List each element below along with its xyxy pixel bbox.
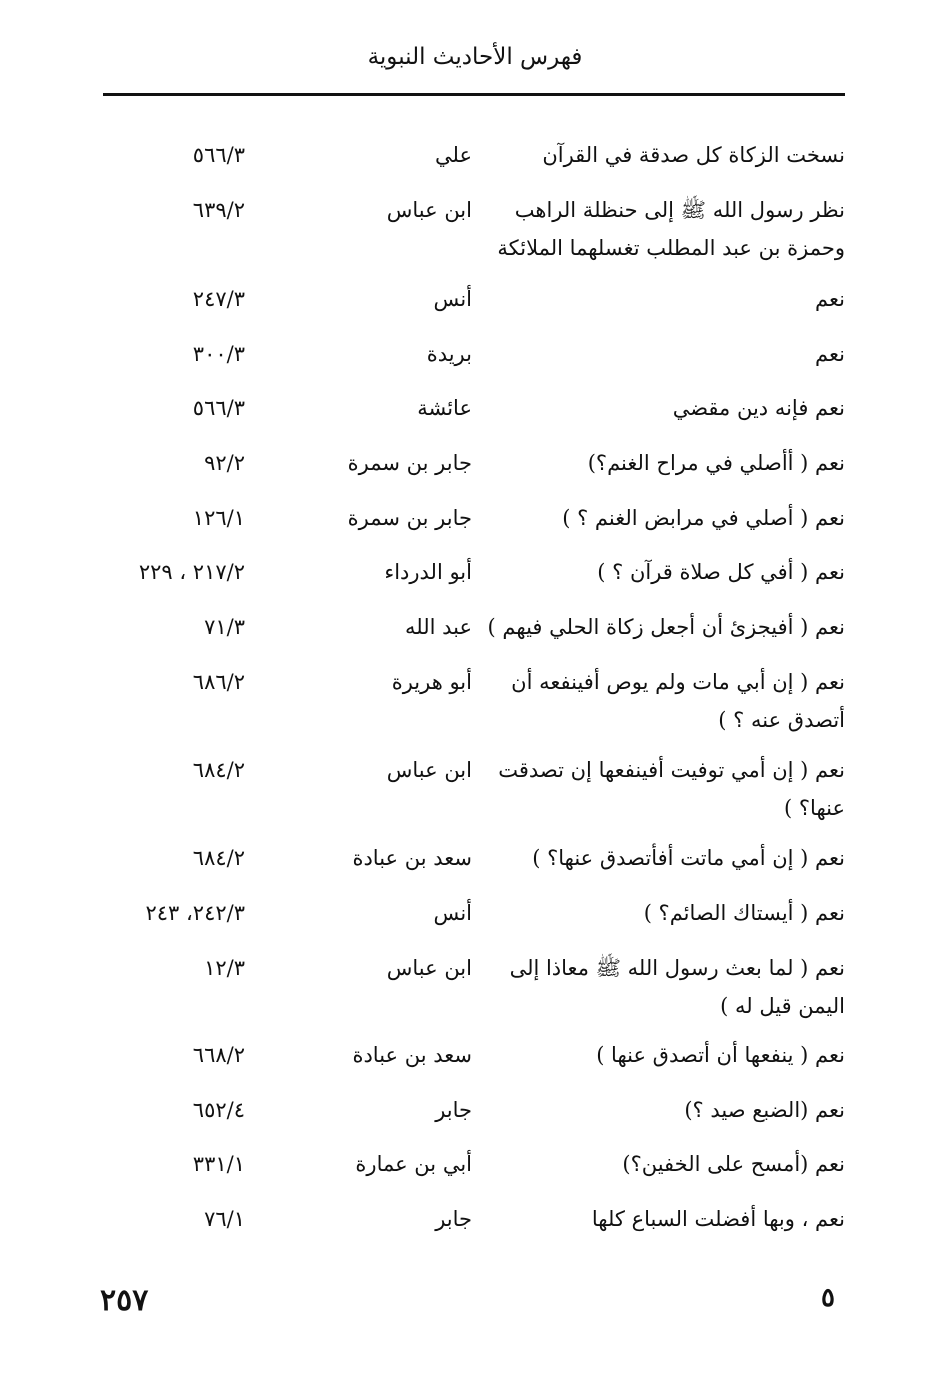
narrator-name: عبد الله (404, 615, 472, 639)
volume-page-ref: ٧١/٣ (204, 615, 245, 639)
hadith-text: نعم (815, 342, 845, 366)
hadith-text: نعم ، وبها أفضلت السباع كلها (591, 1207, 845, 1231)
hadith-text: نعم (أمسح على الخفين؟) (622, 1152, 845, 1176)
narrator-name: جابر بن سمرة (347, 451, 472, 475)
volume-page-ref: ٦٨٦/٢ (192, 670, 245, 694)
narrator-name: ابن عباس (386, 956, 472, 980)
hadith-text: نظر رسول الله ﷺ إلى حنظلة الراهب وحمزة بن عبد المطلب تغسلهما الملائكة (497, 198, 845, 260)
hadith-text: نعم ( أصلي في مرابض الغنم ؟ ) (562, 506, 845, 530)
narrator-name: سعد بن عبادة (352, 1043, 472, 1067)
narrator-name: أبو هريرة (391, 670, 472, 694)
volume-page-ref: ٣٣١/١ (192, 1152, 245, 1176)
volume-page-ref: ٩٢/٢ (204, 451, 245, 475)
narrator-name: ابن عباس (386, 758, 472, 782)
hadith-text: نعم (الضبع صيد ؟) (684, 1098, 845, 1122)
volume-page-ref: ١٢/٣ (204, 956, 245, 980)
page-number: ٢٥٧ (100, 1283, 149, 1318)
narrator-name: جابر بن سمرة (347, 506, 472, 530)
signature-mark: ٥ (821, 1283, 835, 1313)
volume-page-ref: ٦٨٤/٢ (192, 758, 245, 782)
volume-page-ref: ٢١٧/٢ ، ٢٢٩ (138, 560, 245, 584)
narrator-name: أنس (433, 287, 472, 311)
volume-page-ref: ٣٠٠/٣ (192, 342, 245, 366)
volume-page-ref: ٥٦٦/٣ (192, 396, 245, 420)
hadith-text: نعم ( إن أمي ماتت أفأتصدق عنها؟ ) (532, 846, 845, 870)
volume-page-ref: ٦٣٩/٢ (192, 198, 245, 222)
hadith-text: نعم ( إن أبي مات ولم يوص أفينفعه أن أتصدق عنه ؟ ) (511, 670, 845, 732)
narrator-name: أبي بن عمارة (355, 1152, 472, 1176)
volume-page-ref: ٢٤٧/٣ (192, 287, 245, 311)
narrator-name: بريدة (426, 342, 472, 366)
hadith-text: نعم ( أيستاك الصائم؟ ) (643, 901, 845, 925)
volume-page-ref: ٦٦٨/٢ (192, 1043, 245, 1067)
narrator-name: علي (435, 143, 472, 167)
hadith-text: نعم (815, 287, 845, 311)
narrator-name: أبو الدرداء (384, 560, 472, 584)
narrator-name: ابن عباس (386, 198, 472, 222)
hadith-text: نسخت الزكاة كل صدقة في القرآن (542, 143, 845, 167)
hadith-text: نعم فإنه دين مقضي (672, 396, 845, 420)
narrator-name: جابر (435, 1098, 472, 1122)
narrator-name: عائشة (417, 396, 472, 420)
hadith-text: نعم ( إن أمي توفيت أفينفعها إن تصدقت عنها؟ ) (498, 758, 845, 820)
volume-page-ref: ٦٥٢/٤ (192, 1098, 245, 1122)
hadith-text: نعم ( أأصلي في مراح الغنم؟) (587, 451, 845, 475)
header-divider (103, 93, 845, 96)
hadith-text: نعم ( أفيجزئ أن أجعل زكاة الحلي فيهم ) (487, 615, 845, 639)
volume-page-ref: ١٢٦/١ (192, 506, 245, 530)
hadith-text: نعم ( ينفعها أن أتصدق عنها ) (596, 1043, 845, 1067)
narrator-name: سعد بن عبادة (352, 846, 472, 870)
volume-page-ref: ٢٤٢/٣، ٢٤٣ (145, 901, 245, 925)
narrator-name: أنس (433, 901, 472, 925)
hadith-text: نعم ( أفي كل صلاة قرآن ؟ ) (597, 560, 845, 584)
volume-page-ref: ٦٨٤/٢ (192, 846, 245, 870)
page-header-title: فهرس الأحاديث النبوية (367, 44, 583, 70)
narrator-name: جابر (435, 1207, 472, 1231)
volume-page-ref: ٧٦/١ (204, 1207, 245, 1231)
volume-page-ref: ٥٦٦/٣ (192, 143, 245, 167)
hadith-text: نعم ( لما بعث رسول الله ﷺ معاذا إلى اليمن قيل له ) (509, 956, 845, 1018)
